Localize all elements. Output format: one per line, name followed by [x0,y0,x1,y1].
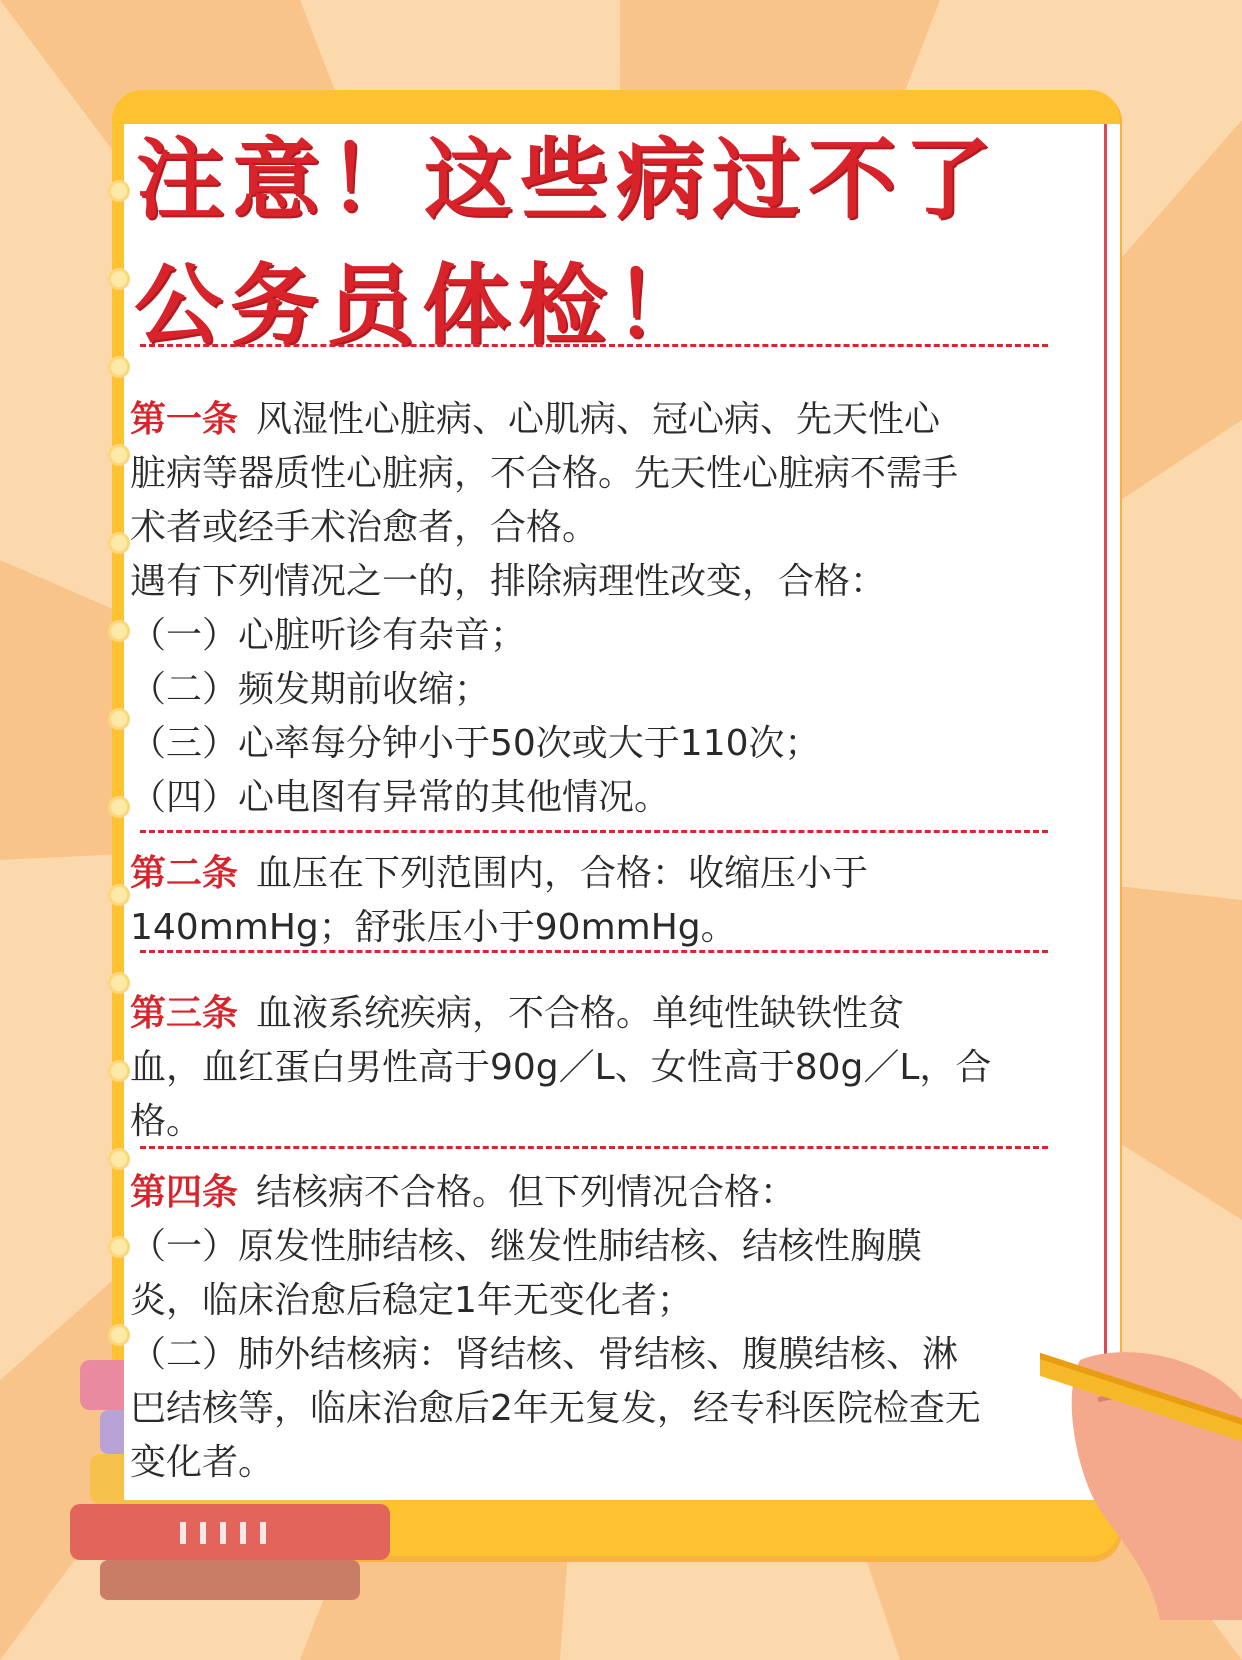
margin-line [1104,124,1107,1500]
section-4 [130,1166,1090,1490]
section-line: 遇有下列情况之一的，排除病理性改变，合格： [130,561,887,602]
section-line: （一）心脏听诊有杂音； [130,615,527,656]
section-label: 第一条 [130,399,239,440]
section-label: 第四条 [130,1172,239,1213]
section-line: 血压在下列范围内，合格：收缩压小于 [256,853,869,894]
section-line: 风湿性心脏病、心肌病、冠心病、先天性心 [256,399,941,440]
section-line: （二）肺外结核病：肾结核、骨结核、腹膜结核、淋 [130,1334,959,1375]
section-line: 血液系统疾病，不合格。单纯性缺铁性贫 [256,993,905,1034]
section-label: 第三条 [130,993,239,1034]
divider [140,1146,1048,1149]
divider [140,950,1048,953]
section-line: （一）原发性肺结核、继发性肺结核、结核性胸膜 [130,1226,923,1267]
page-title-line-2: 公务员体检！ [134,254,711,357]
section-line: 变化者。 [130,1442,275,1483]
section-line: （二）频发期前收缩； [130,669,491,710]
section-1 [130,393,1090,825]
section-line: 炎，临床治愈后稳定1年无变化者； [130,1280,693,1321]
section-line: （三）心率每分钟小于50次或大于110次； [130,723,821,764]
divider [140,344,1048,347]
section-label: 第二条 [130,853,239,894]
hand-pencil-illustration [1040,1340,1242,1620]
section-line: 脏病等器质性心脏病，不合格。先天性心脏病不需手 [130,453,959,494]
divider [140,830,1048,833]
section-2 [130,847,1090,955]
section-line: （四）心电图有异常的其他情况。 [130,777,671,818]
section-line: 巴结核等，临床治愈后2年无复发，经专科医院检查无 [130,1388,981,1429]
section-3 [130,987,1090,1149]
section-line: 格。 [130,1101,203,1142]
section-line: 结核病不合格。但下列情况合格： [256,1172,797,1213]
section-line: 血，血红蛋白男性高于90g／L、女性高于80g／L，合 [130,1047,992,1088]
page-title-line-1: 注意！这些病过不了 [136,128,1001,231]
section-line: 术者或经手术治愈者，合格。 [130,507,599,548]
section-line: 140mmHg；舒张压小于90mmHg。 [130,907,737,948]
